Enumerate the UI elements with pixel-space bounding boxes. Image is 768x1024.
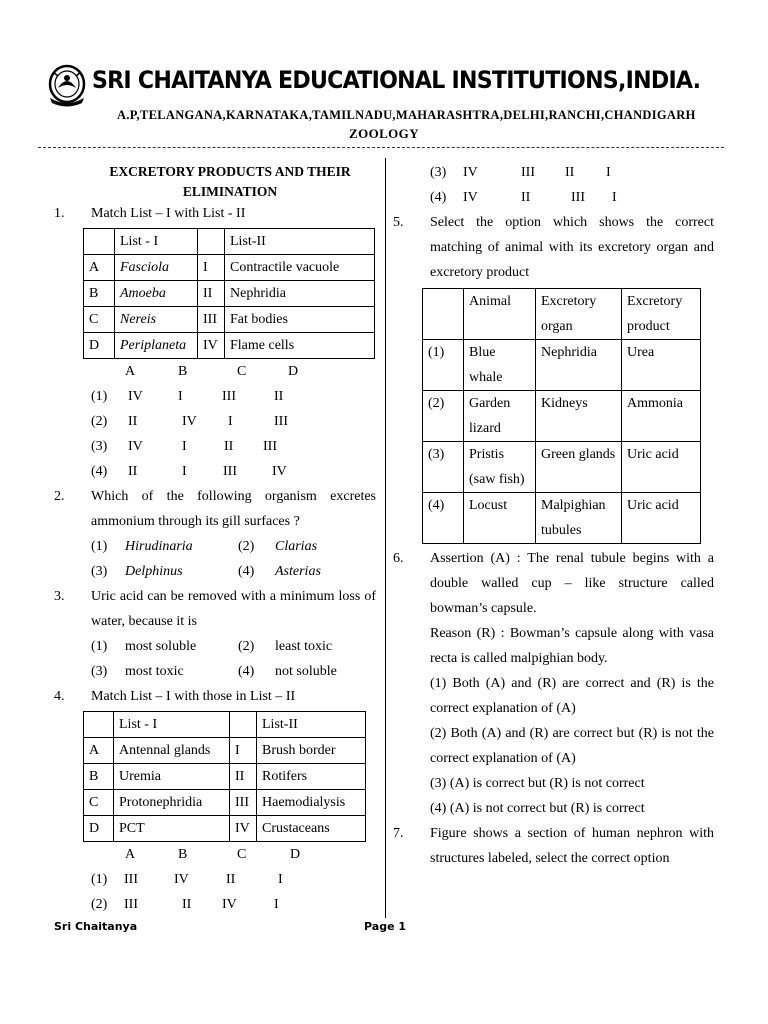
option-item[interactable]: (4) (A) is not correct but (R) is correct (430, 801, 645, 816)
table-row: B Uremia II Rotifers (84, 764, 366, 790)
table-row: (3) Pristis (saw fish) Green glands Uric acid (423, 442, 701, 493)
option-row[interactable]: (2) II IV I III (91, 414, 288, 429)
option-row[interactable]: (4) IV II III I (430, 190, 617, 205)
option-row[interactable]: (2) III II IV I (91, 897, 279, 912)
table-row: List - I List-II (84, 712, 366, 738)
option-row[interactable]: (1) IV I III II (91, 389, 284, 404)
question-1: 1. Match List – I with List - II (54, 206, 246, 221)
q1-options (54, 384, 376, 484)
table-row: (1) Blue whale Nephridia Urea (423, 340, 701, 391)
table-row: B Amoeba II Nephridia (84, 281, 375, 307)
option-row[interactable]: (3) Delphinus (4) Asterias (91, 564, 321, 579)
option-row[interactable]: (4) II I III IV (91, 464, 287, 479)
table-row: (2) Garden lizard Kidneys Ammonia (423, 391, 701, 442)
option-row[interactable]: (3) most toxic (4) not soluble (91, 664, 337, 679)
question-5: 5. Select the option which shows the correct matching of animal with its excretory organ and excretory product (393, 215, 714, 280)
institution-logo-icon (44, 62, 90, 108)
table-row: Animal Excretory organ Excretory product (423, 289, 701, 340)
table-row: C Nereis III Fat bodies (84, 307, 375, 333)
option-item[interactable]: (3) (A) is correct but (R) is not correct (430, 776, 645, 791)
option-item[interactable]: (2) Both (A) and (R) are correct but (R) is not the correct explanation of (A) (430, 726, 714, 766)
institution-title: SRI CHAITANYA EDUCATIONAL INSTITUTIONS,INDIA. (92, 66, 701, 94)
q4-abcd-header: A B C D (125, 847, 301, 862)
reason-text: Reason (R) : Bowman’s capsule along with vasa recta is called malpighian body. (430, 626, 714, 666)
table-row: A Antennal glands I Brush border (84, 738, 366, 764)
option-row[interactable]: (3) IV III II I (430, 165, 611, 180)
q4-match-table (83, 711, 366, 842)
option-item[interactable]: (1) Both (A) and (R) are correct and (R) is the correct explanation of (A) (430, 676, 714, 716)
q1-match-table (83, 228, 375, 359)
page-header (0, 0, 768, 160)
table-row: C Protonephridia III Haemodialysis (84, 790, 366, 816)
table-row: A Fasciola I Contractile vacuole (84, 255, 375, 281)
option-row[interactable]: (1) most soluble (2) least toxic (91, 639, 333, 654)
page-number: Page 1 (364, 920, 407, 933)
question-3: 3. Uric acid can be removed with a minimum loss of water, because it is (54, 589, 376, 629)
table-row: List - I List-II (84, 229, 375, 255)
footer-brand: Sri Chaitanya (54, 920, 138, 933)
q5-animal-table (422, 288, 701, 544)
subject-title: ZOOLOGY (349, 126, 419, 141)
states-line: A.P,TELANGANA,KARNATAKA,TAMILNADU,MAHARASHTRA,DELHI,RANCHI,CHANDIGARH (117, 108, 696, 122)
question-2: 2. Which of the following organism excretes ammonium through its gill surfaces ? (54, 489, 376, 529)
table-row: D PCT IV Crustaceans (84, 816, 366, 842)
option-row[interactable]: (1) III IV II I (91, 872, 283, 887)
question-4: 4. Match List – I with those in List – II (54, 689, 296, 704)
option-row[interactable]: (3) IV I II III (91, 439, 277, 454)
table-row: (4) Locust Malpighian tubules Uric acid (423, 493, 701, 544)
option-row[interactable]: (1) Hirudinaria (2) Clarias (91, 539, 318, 554)
q1-abcd-header: A B C D (125, 364, 299, 379)
table-row: D Periplaneta IV Flame cells (84, 333, 375, 359)
section-title: EXCRETORY PRODUCTS AND THEIR ELIMINATION (109, 164, 351, 199)
header-divider (38, 147, 724, 148)
left-column (54, 160, 376, 917)
right-column (393, 160, 714, 871)
question-7: 7. Figure shows a section of human nephron with structures labeled, select the correct option (393, 826, 714, 866)
question-6: 6. Assertion (A) : The renal tubule begins with a double walled cup – like structure called bowman’s capsule. Reason (R) : Bowman’s capsule along with vasa recta is called malpighian body. (1) Both (A) and (R) are correct and (R) is the correct explanation of (A) (2) Both (A) and (R) are correct but (R) is not the correct explanation of (A) (3) (A) is correct but (R) is not correct (4) (A) is not correct but (R) is correct (393, 546, 714, 821)
assertion-text: Assertion (A) : The renal tubule begins with a double walled cup – like structure called bowman’s capsule. (430, 551, 714, 616)
column-divider (385, 158, 386, 918)
